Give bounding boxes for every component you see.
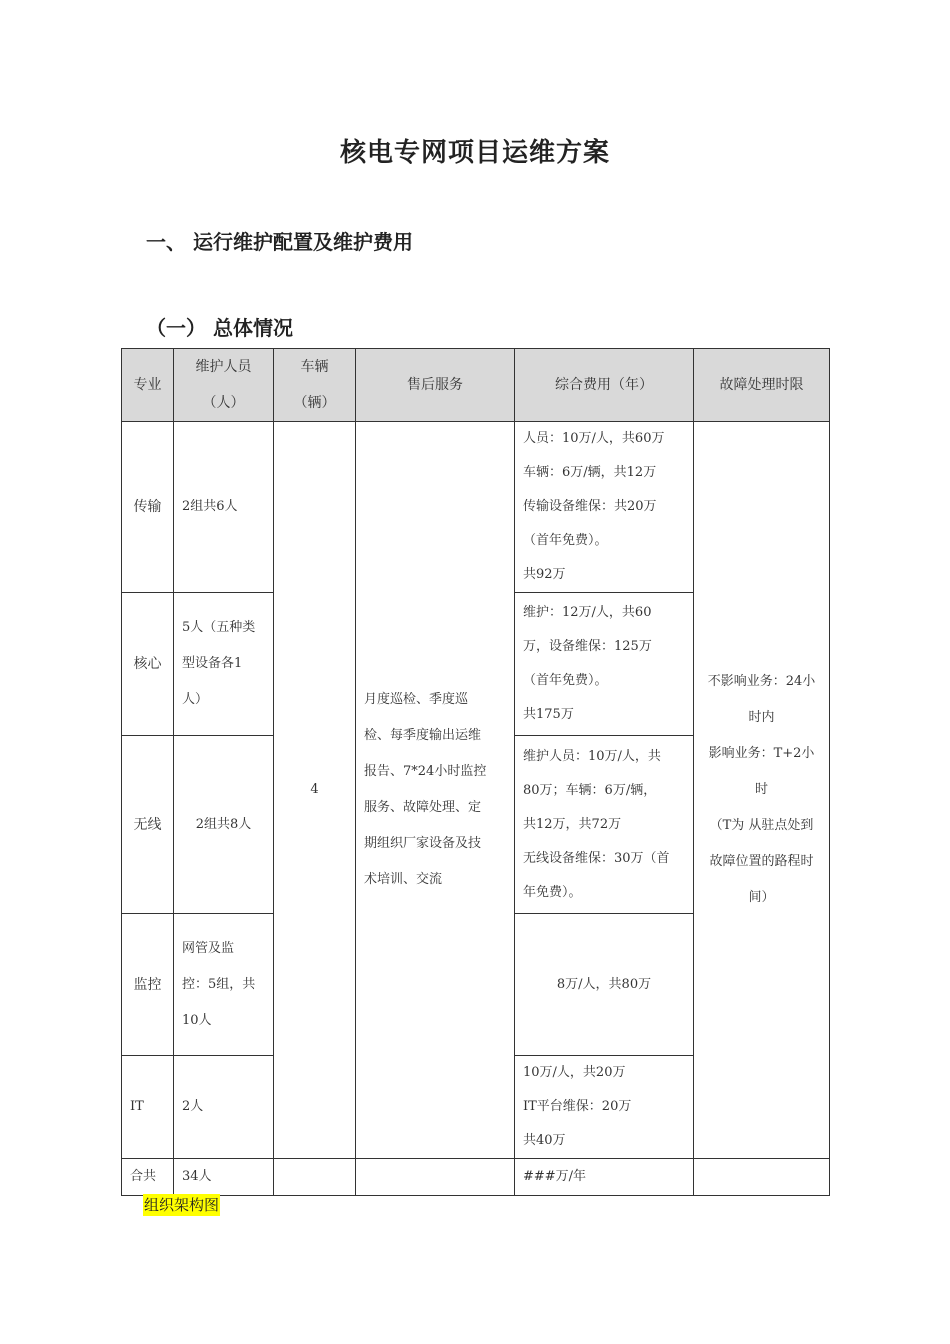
highlighted-note: 组织架构图	[144, 1196, 220, 1214]
header-vehicle: 车辆 （辆）	[274, 349, 356, 422]
spec-cell: 监控	[122, 914, 174, 1056]
staff-cell: 5人（五种类 型设备各1 人）	[174, 593, 274, 736]
cost-cell: 8万/人，共80万	[515, 914, 694, 1056]
total-service	[356, 1159, 515, 1196]
subsection-heading: （一） 总体情况	[146, 316, 293, 340]
header-staff: 维护人员 （人）	[174, 349, 274, 422]
document-title: 核电专网项目运维方案	[339, 138, 610, 168]
staff-cell: 2组共8人	[174, 736, 274, 914]
total-cost: ###万/年	[515, 1159, 694, 1196]
header-spec: 专业	[122, 349, 174, 422]
staff-cell: 网管及监 控：5组，共 10人	[174, 914, 274, 1056]
total-limit	[694, 1159, 830, 1196]
total-label: 合共	[122, 1159, 174, 1196]
limit-cell: 不影响业务：24小 时内 影响业务：T+2小 时 （T为 从驻点处到 故障位置的路程时 间）	[694, 422, 830, 1159]
header-cost: 综合费用（年）	[515, 349, 694, 422]
spec-cell: 无线	[122, 736, 174, 914]
total-vehicle	[274, 1159, 356, 1196]
spec-cell: 核心	[122, 593, 174, 736]
section-heading: 一、 运行维护配置及维护费用	[146, 230, 413, 254]
cost-cell: 10万/人，共20万 IT平台维保：20万 共40万	[515, 1056, 694, 1159]
table-total-row	[122, 1159, 830, 1196]
cost-cell: 维护：12万/人，共60 万，设备维保：125万 （首年免费）。 共175万	[515, 593, 694, 736]
table-header-row	[122, 349, 830, 422]
spec-cell: 传输	[122, 422, 174, 593]
header-service: 售后服务	[356, 349, 515, 422]
staff-cell: 2组共6人	[174, 422, 274, 593]
total-staff: 34人	[174, 1159, 274, 1196]
header-limit: 故障处理时限	[694, 349, 830, 422]
cost-cell: 维护人员：10万/人，共 80万；车辆：6万/辆， 共12万，共72万 无线设备维保：30万（首 年免费）。	[515, 736, 694, 914]
spec-cell: IT	[122, 1056, 174, 1159]
table-row	[122, 422, 830, 593]
cost-cell: 人员：10万/人，共60万 车辆：6万/辆，共12万 传输设备维保：共20万 （首年免费）。 共92万	[515, 422, 694, 593]
ops-summary-table	[121, 348, 830, 1196]
vehicle-cell: 4	[274, 422, 356, 1159]
staff-cell: 2人	[174, 1056, 274, 1159]
service-cell: 月度巡检、季度巡 检、每季度输出运维 报告、7*24小时监控 服务、故障处理、定 期组织厂家设备及技 术培训、交流	[356, 422, 515, 1159]
